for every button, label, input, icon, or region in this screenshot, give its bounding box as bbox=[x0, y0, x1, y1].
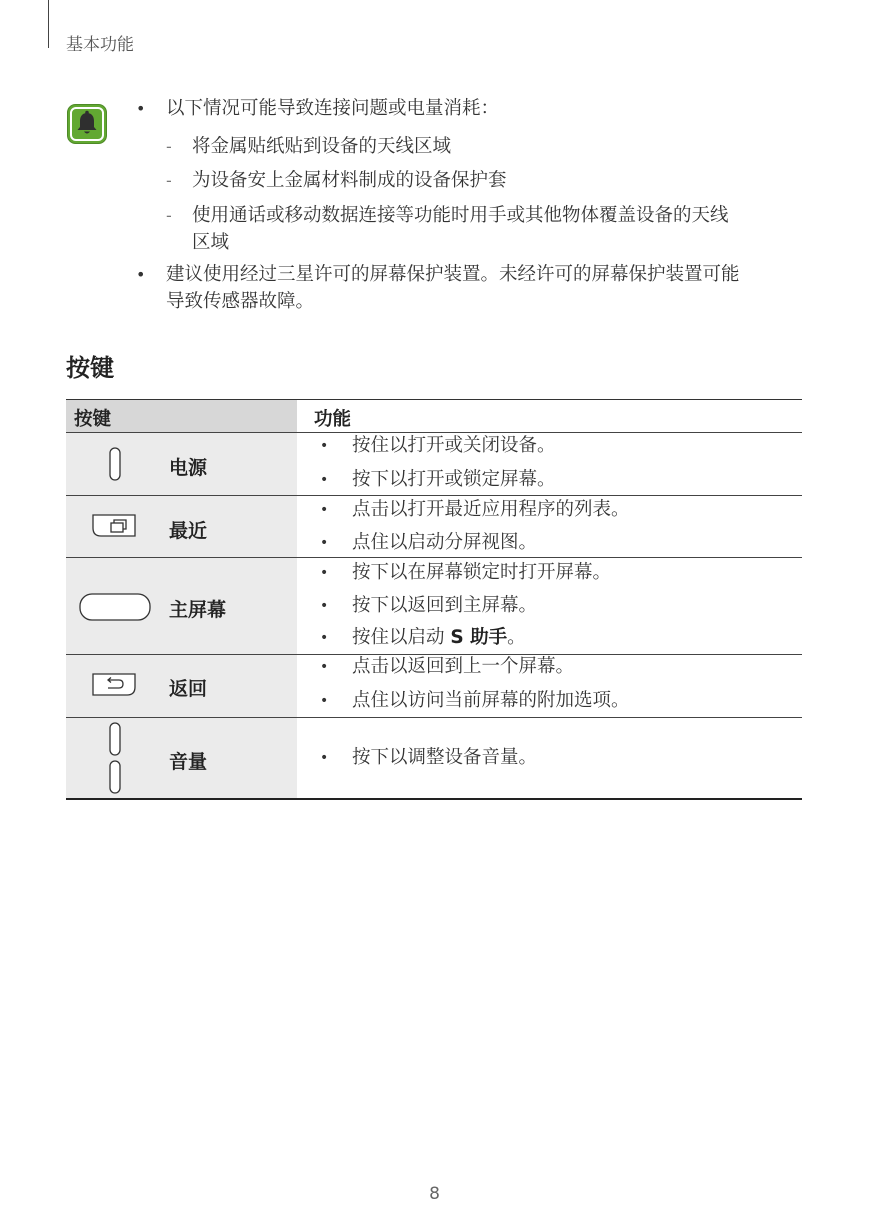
note-bullet-2-line2: 导致传感器故障。 bbox=[166, 291, 315, 312]
key-name-volume: 音量 bbox=[169, 751, 208, 773]
home-function-1: 按下以在屏幕锁定时打开屏幕。 bbox=[352, 562, 612, 583]
row-divider bbox=[66, 495, 802, 496]
volume-key-icon bbox=[109, 722, 121, 798]
note-sub-item-3-line1: 使用通话或移动数据连接等功能时用手或其他物体覆盖设备的天线 bbox=[192, 205, 729, 226]
key-name-back: 返回 bbox=[169, 678, 208, 700]
recent-function-1: 点击以打开最近应用程序的列表。 bbox=[352, 499, 630, 520]
key-name-recent: 最近 bbox=[169, 520, 208, 542]
bullet-dot: • bbox=[320, 598, 329, 614]
back-function-2: 点住以访问当前屏幕的附加选项。 bbox=[352, 690, 630, 711]
back-function-1: 点击以返回到上一个屏幕。 bbox=[352, 656, 575, 677]
note-sub-item-3-line2: 区域 bbox=[192, 232, 230, 253]
table-header-rule bbox=[66, 432, 802, 433]
bullet-dot: • bbox=[136, 99, 146, 118]
power-function-1: 按住以打开或关闭设备。 bbox=[352, 435, 556, 456]
bell-icon bbox=[66, 103, 108, 145]
home-function-3-suffix: 。 bbox=[507, 627, 526, 648]
recent-apps-key-icon bbox=[91, 513, 137, 543]
bullet-dot: • bbox=[320, 535, 329, 551]
home-function-3 bbox=[352, 627, 526, 649]
keys-table bbox=[66, 399, 802, 800]
home-key-icon bbox=[79, 593, 151, 625]
page-number: 8 bbox=[429, 1184, 440, 1204]
home-function-2: 按下以返回到主屏幕。 bbox=[352, 595, 538, 616]
recent-function-2: 点住以启动分屏视图。 bbox=[352, 532, 538, 553]
note-sub-item-1: 将金属贴纸贴到设备的天线区域 bbox=[192, 136, 452, 157]
note-sub-item-2: 为设备安上金属材料制成的设备保护套 bbox=[192, 170, 507, 191]
key-name-home: 主屏幕 bbox=[169, 599, 227, 621]
table-header-key: 按键 bbox=[74, 409, 112, 430]
back-key-icon bbox=[91, 672, 137, 702]
page-header-title: 基本功能 bbox=[66, 35, 134, 55]
bullet-dot: • bbox=[320, 630, 329, 646]
row-divider bbox=[66, 654, 802, 655]
note-bullet-2-line1: 建议使用经过三星许可的屏幕保护装置。未经许可的屏幕保护装置可能 bbox=[166, 264, 740, 285]
table-bottom-rule bbox=[66, 798, 802, 800]
s-voice-label: S 助手 bbox=[450, 627, 508, 648]
bullet-dot: • bbox=[320, 659, 329, 675]
key-name-power: 电源 bbox=[169, 457, 208, 479]
volume-function-1: 按下以调整设备音量。 bbox=[352, 747, 538, 768]
note-bullet-1: 以下情况可能导致连接问题或电量消耗： bbox=[166, 98, 500, 119]
bullet-dot: • bbox=[320, 693, 329, 709]
section-title: 按键 bbox=[66, 354, 114, 382]
row-divider bbox=[66, 717, 802, 718]
bullet-dot: • bbox=[320, 438, 329, 454]
dash-marker: - bbox=[166, 206, 172, 225]
row-divider bbox=[66, 557, 802, 558]
bullet-dot: • bbox=[320, 565, 329, 581]
power-function-2: 按下以打开或锁定屏幕。 bbox=[352, 469, 556, 490]
bullet-dot: • bbox=[320, 502, 329, 518]
power-key-icon bbox=[109, 447, 121, 485]
bullet-dot: • bbox=[320, 472, 329, 488]
dash-marker: - bbox=[166, 137, 172, 156]
table-header-function: 功能 bbox=[314, 409, 352, 430]
header-divider bbox=[48, 0, 49, 48]
dash-marker: - bbox=[166, 171, 172, 190]
bullet-dot: • bbox=[136, 265, 146, 284]
home-function-3-prefix: 按住以启动 bbox=[352, 627, 451, 648]
bullet-dot: • bbox=[320, 750, 329, 766]
